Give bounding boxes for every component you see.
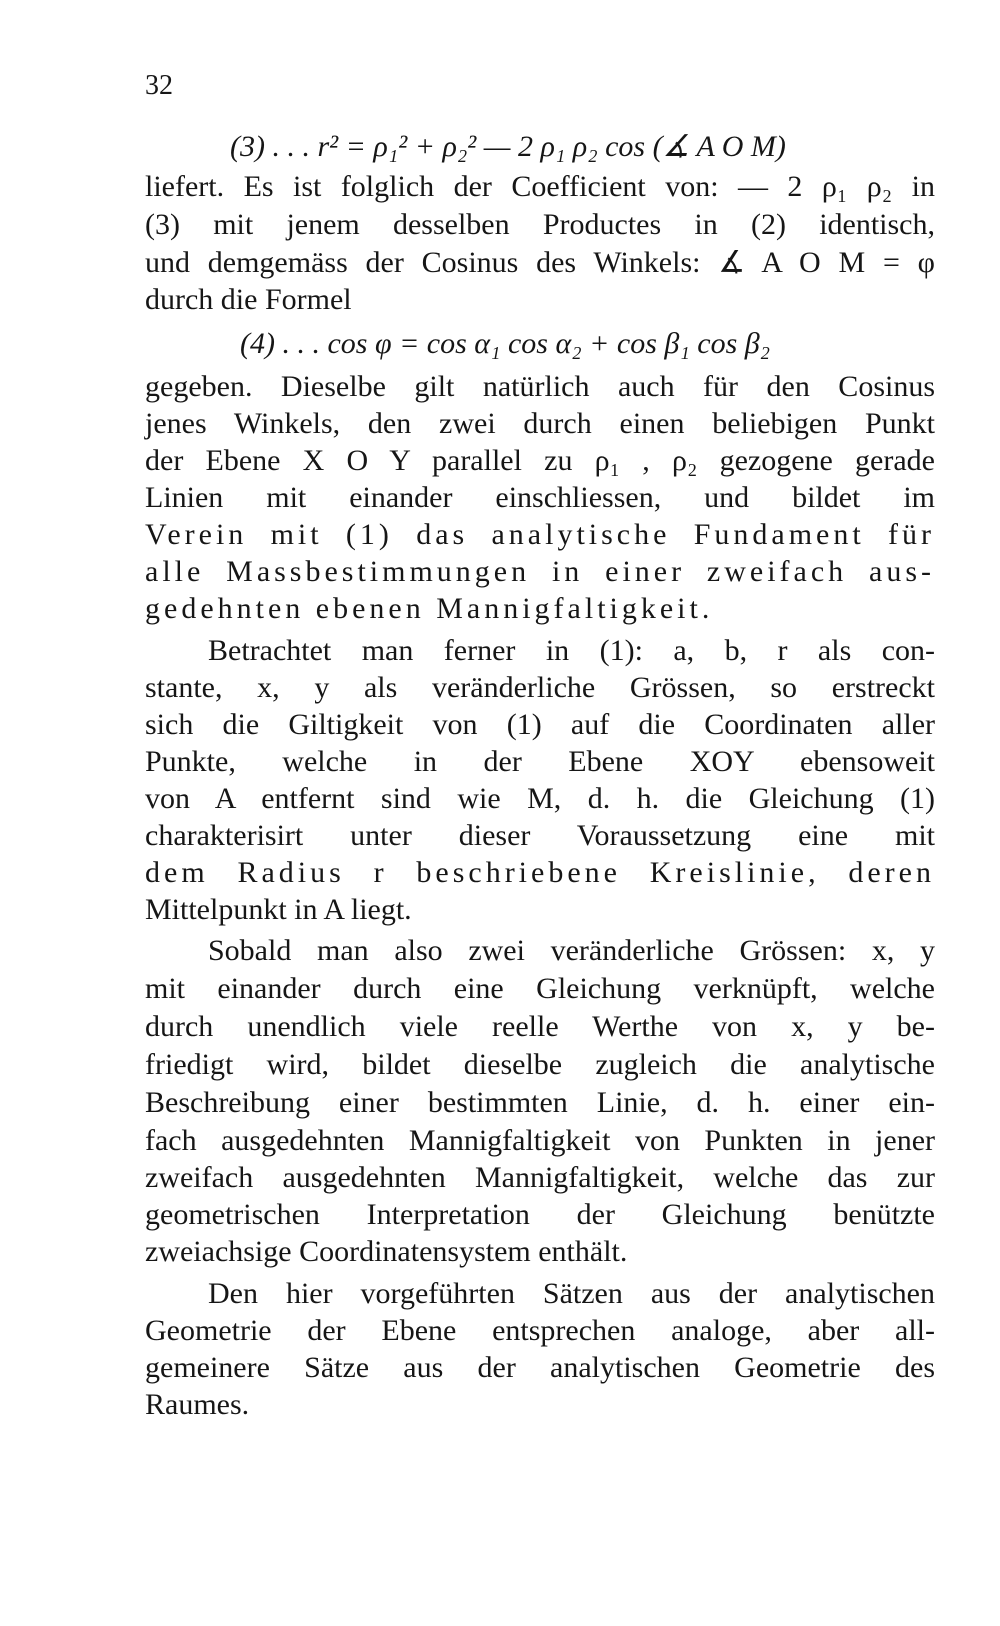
text-line: (3) mit jenem desselben Productes in (2) identisch, — [145, 208, 935, 241]
text-line: alle Massbestimmungen in einer zweifach aus- — [145, 555, 935, 588]
text-line: Linien mit einander einschliessen, und bildet im — [145, 481, 935, 514]
text-line: friedigt wird, bildet dieselbe zugleich die analytische — [145, 1048, 935, 1081]
text-line: zweiachsige Coordinatensystem enthält. — [145, 1235, 628, 1268]
paragraph-start: Betrachtet man ferner in (1): a, b, r als con- — [208, 634, 935, 667]
formula-4: (4) . . . cos φ = cos α₁ cos α₂ + cos β₁ cos β₂ — [240, 327, 771, 360]
text-line: mit einander durch eine Gleichung verknüpft, welche — [145, 972, 935, 1005]
text-line: Raumes. — [145, 1388, 250, 1421]
text-line: gemeinere Sätze aus der analytischen Geometrie des — [145, 1351, 935, 1384]
text-line: der Ebene X O Y parallel zu ρ₁ , ρ₂ gezogene gerade — [145, 444, 935, 477]
text-line: liefert. Es ist folglich der Coefficient von: — 2 ρ₁ ρ₂ in — [145, 170, 935, 203]
text-line: charakterisirt unter dieser Voraussetzung eine mit — [145, 819, 935, 852]
formula-3: (3) . . . r² = ρ₁² + ρ₂² — 2 ρ₁ ρ₂ cos (∡ A O M) — [230, 130, 786, 163]
text-line: durch die Formel — [145, 283, 352, 316]
page-number: 32 — [145, 70, 173, 101]
text-line: fach ausgedehnten Mannigfaltigkeit von Punkten in jener — [145, 1124, 935, 1157]
text-line: und demgemäss der Cosinus des Winkels: ∡ A O M = φ — [145, 246, 935, 279]
text-line: dem Radius r beschriebene Kreislinie, deren — [145, 856, 935, 889]
text-line: von A entfernt sind wie M, d. h. die Gleichung (1) — [145, 782, 935, 815]
text-line: sich die Giltigkeit von (1) auf die Coordinaten aller — [145, 708, 935, 741]
text-line: durch unendlich viele reelle Werthe von x, y be- — [145, 1010, 935, 1043]
paragraph-start: Den hier vorgeführten Sätzen aus der analytischen — [208, 1277, 935, 1310]
text-line: geometrischen Interpretation der Gleichung benützte — [145, 1198, 935, 1231]
text-line: jenes Winkels, den zwei durch einen beliebigen Punkt — [145, 407, 935, 440]
text-line: Geometrie der Ebene entsprechen analoge, aber all- — [145, 1314, 935, 1347]
text-line: zweifach ausgedehnten Mannigfaltigkeit, welche das zur — [145, 1161, 935, 1194]
text-line: Mittelpunkt in A liegt. — [145, 893, 412, 926]
text-line: gedehnten ebenen Mannigfaltigkeit. — [145, 592, 714, 625]
text-line: Punkte, welche in der Ebene XOY ebensoweit — [145, 745, 935, 778]
text-line: gegeben. Dieselbe gilt natürlich auch für den Cosinus — [145, 370, 935, 403]
text-line: stante, x, y als veränderliche Grössen, so erstreckt — [145, 671, 935, 704]
paragraph-start: Sobald man also zwei veränderliche Grössen: x, y — [208, 934, 935, 967]
text-line: Beschreibung einer bestimmten Linie, d. h. einer ein- — [145, 1086, 935, 1119]
text-line: Verein mit (1) das analytische Fundament für — [145, 518, 935, 551]
